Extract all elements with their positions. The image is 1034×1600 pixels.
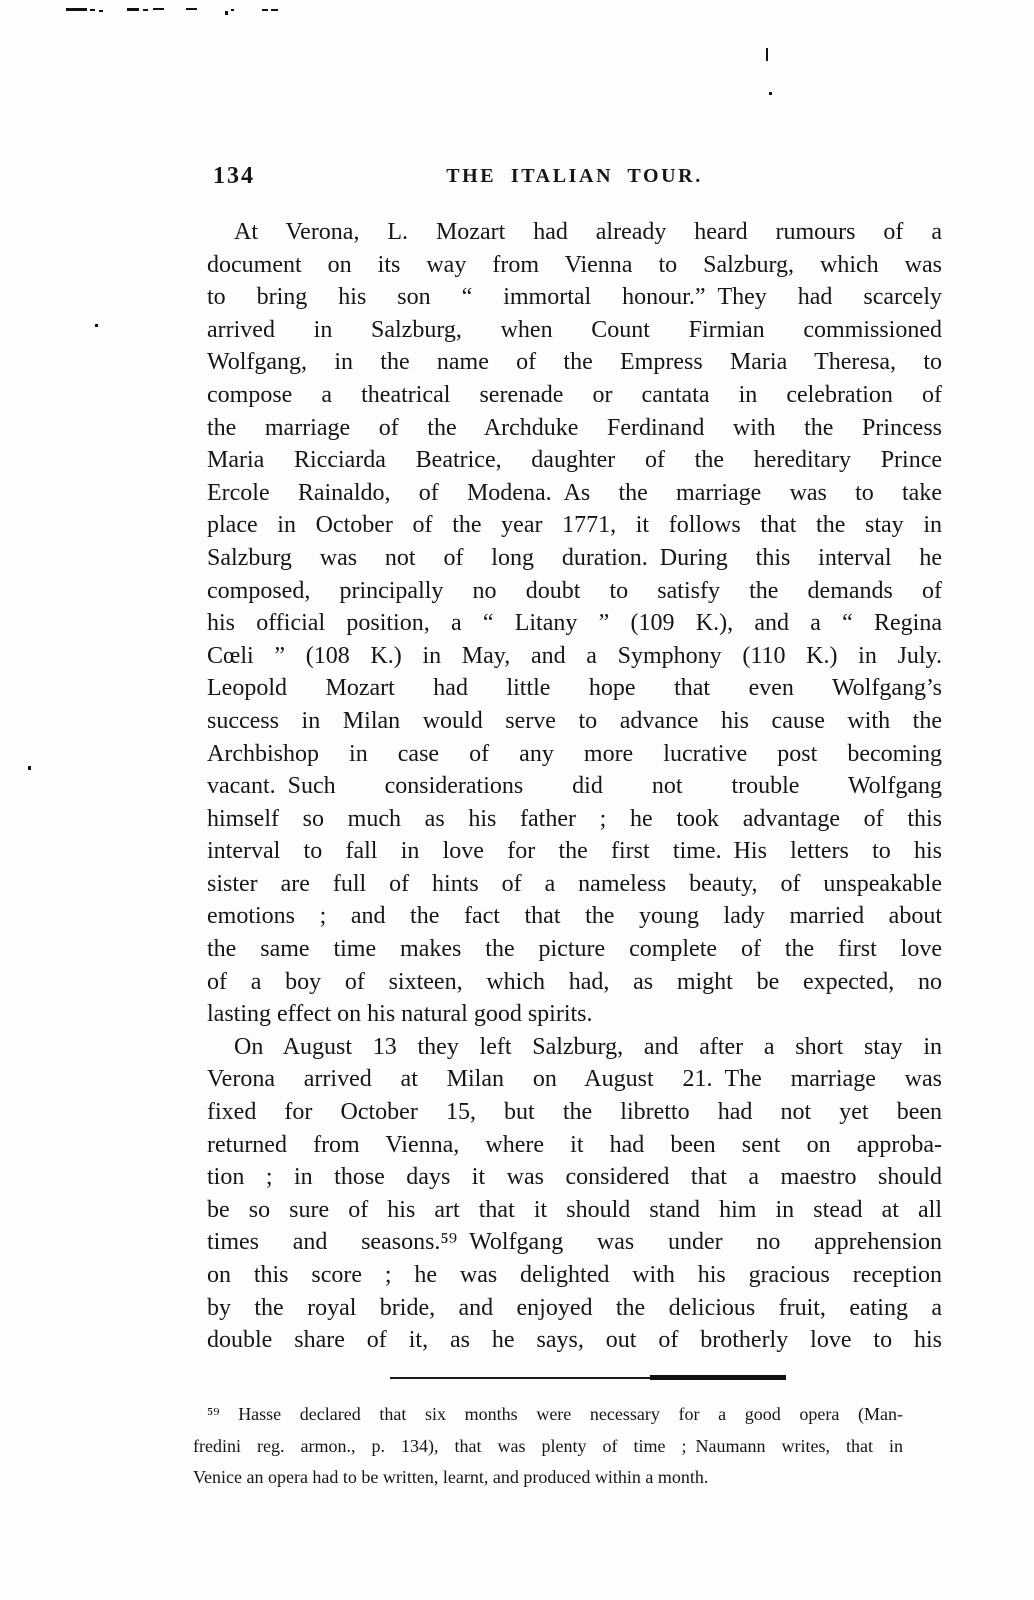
body-text-line: fixed for October 15, but the libretto had not yet been (207, 1099, 942, 1126)
body-text-line: by the royal bride, and enjoyed the delicious fruit, eating a (207, 1294, 942, 1321)
body-text-line: returned from Vienna, where it had been sent on approba- (207, 1131, 942, 1158)
body-text-line: himself so much as his father ; he took advantage of this (207, 805, 942, 832)
scan-speck (143, 9, 148, 11)
body-text-line: success in Milan would serve to advance his cause with the (207, 707, 942, 734)
page-number: 134 (213, 163, 255, 189)
body-text-line: vacant. Such considerations did not trouble Wolfgang (207, 773, 942, 800)
body-text-line: times and seasons.⁵⁹ Wolfgang was under no apprehension (207, 1229, 942, 1256)
body-text-line: double share of it, as he says, out of brotherly love to his (207, 1327, 942, 1354)
body-text-line: place in October of the year 1771, it follows that the stay in (207, 512, 942, 539)
body-text-line: sister are full of hints of a nameless beauty, of unspeakable (207, 870, 942, 897)
body-text-line: lasting effect on his natural good spirits. (207, 1001, 593, 1028)
body-text-line: Cœli ” (108 K.) in May, and a Symphony (110 K.) in July. (207, 642, 942, 669)
scan-speck (766, 48, 768, 61)
page-header (207, 163, 942, 193)
footnote-separator-thin-segment (390, 1377, 653, 1379)
body-text (207, 216, 942, 1357)
body-text-line: Leopold Mozart had little hope that even Wolfgang’s (207, 675, 942, 702)
body-text-line: his official position, a “ Litany ” (109 K.), and a “ Regina (207, 610, 942, 637)
body-text-line: be so sure of his art that it should stand him in stead at all (207, 1196, 942, 1223)
scan-speck (99, 10, 103, 12)
body-text-line: document on its way from Vienna to Salzburg, which was (207, 251, 942, 278)
body-text-line: on this score ; he was delighted with his gracious reception (207, 1262, 942, 1288)
scan-speck (66, 8, 87, 11)
scan-speck (262, 9, 268, 11)
body-text-line: the marriage of the Archduke Ferdinand with the Princess (207, 414, 942, 441)
body-text-line: emotions ; and the fact that the young lady married about (207, 903, 942, 930)
footnote-line: ⁵⁹ Hasse declared that six months were necessary for a good opera (Man- (207, 1404, 903, 1424)
scan-speck (95, 324, 98, 327)
scan-speck (769, 92, 772, 95)
body-text-line: Maria Ricciarda Beatrice, daughter of the hereditary Prince (207, 447, 942, 474)
body-text-line: Ercole Rainaldo, of Modena. As the marriage was to take (207, 479, 942, 506)
body-text-line: tion ; in those days it was considered that a maestro should (207, 1164, 942, 1191)
body-text-line: to bring his son “ immortal honour.” They had scarcely (207, 284, 942, 311)
body-text-line: composed, principally no doubt to satisfy the demands of (207, 577, 942, 604)
scan-speck (127, 8, 139, 11)
body-text-line: At Verona, L. Mozart had already heard rumours of a (234, 219, 942, 245)
footnote-line: fredini reg. armon., p. 134), that was plenty of time ; Naumann writes, that in (193, 1435, 903, 1456)
body-text-line: Verona arrived at Milan on August 21. The marriage was (207, 1066, 942, 1093)
body-text-line: of a boy of sixteen, which had, as might be expected, no (207, 968, 942, 995)
scan-speck (231, 9, 234, 11)
body-text-line: compose a theatrical serenade or cantata in celebration of (207, 381, 942, 408)
footnote (193, 1399, 903, 1494)
footnote-separator-thick-segment (650, 1375, 786, 1380)
scan-speck (225, 11, 228, 15)
body-text-line: On August 13 they left Salzburg, and after a short stay in (234, 1033, 942, 1060)
scan-speck (186, 8, 197, 10)
scan-speck (90, 9, 95, 11)
body-text-line: Archbishop in case of any more lucrative post becoming (207, 740, 942, 767)
footnote-line: Venice an opera had to be written, learnt, and produced within a month. (193, 1467, 709, 1487)
scan-speck (153, 8, 164, 10)
scan-speck (271, 9, 278, 11)
body-text-line: Salzburg was not of long duration. During this interval he (207, 544, 942, 571)
body-text-line: Wolfgang, in the name of the Empress Maria Theresa, to (207, 349, 942, 376)
running-head: THE ITALIAN TOUR. (446, 165, 703, 187)
body-text-line: arrived in Salzburg, when Count Firmian commissioned (207, 316, 942, 343)
body-text-line: interval to fall in love for the first time. His letters to his (207, 838, 942, 865)
body-text-line: the same time makes the picture complete of the first love (207, 936, 942, 963)
scan-speck (28, 766, 31, 770)
